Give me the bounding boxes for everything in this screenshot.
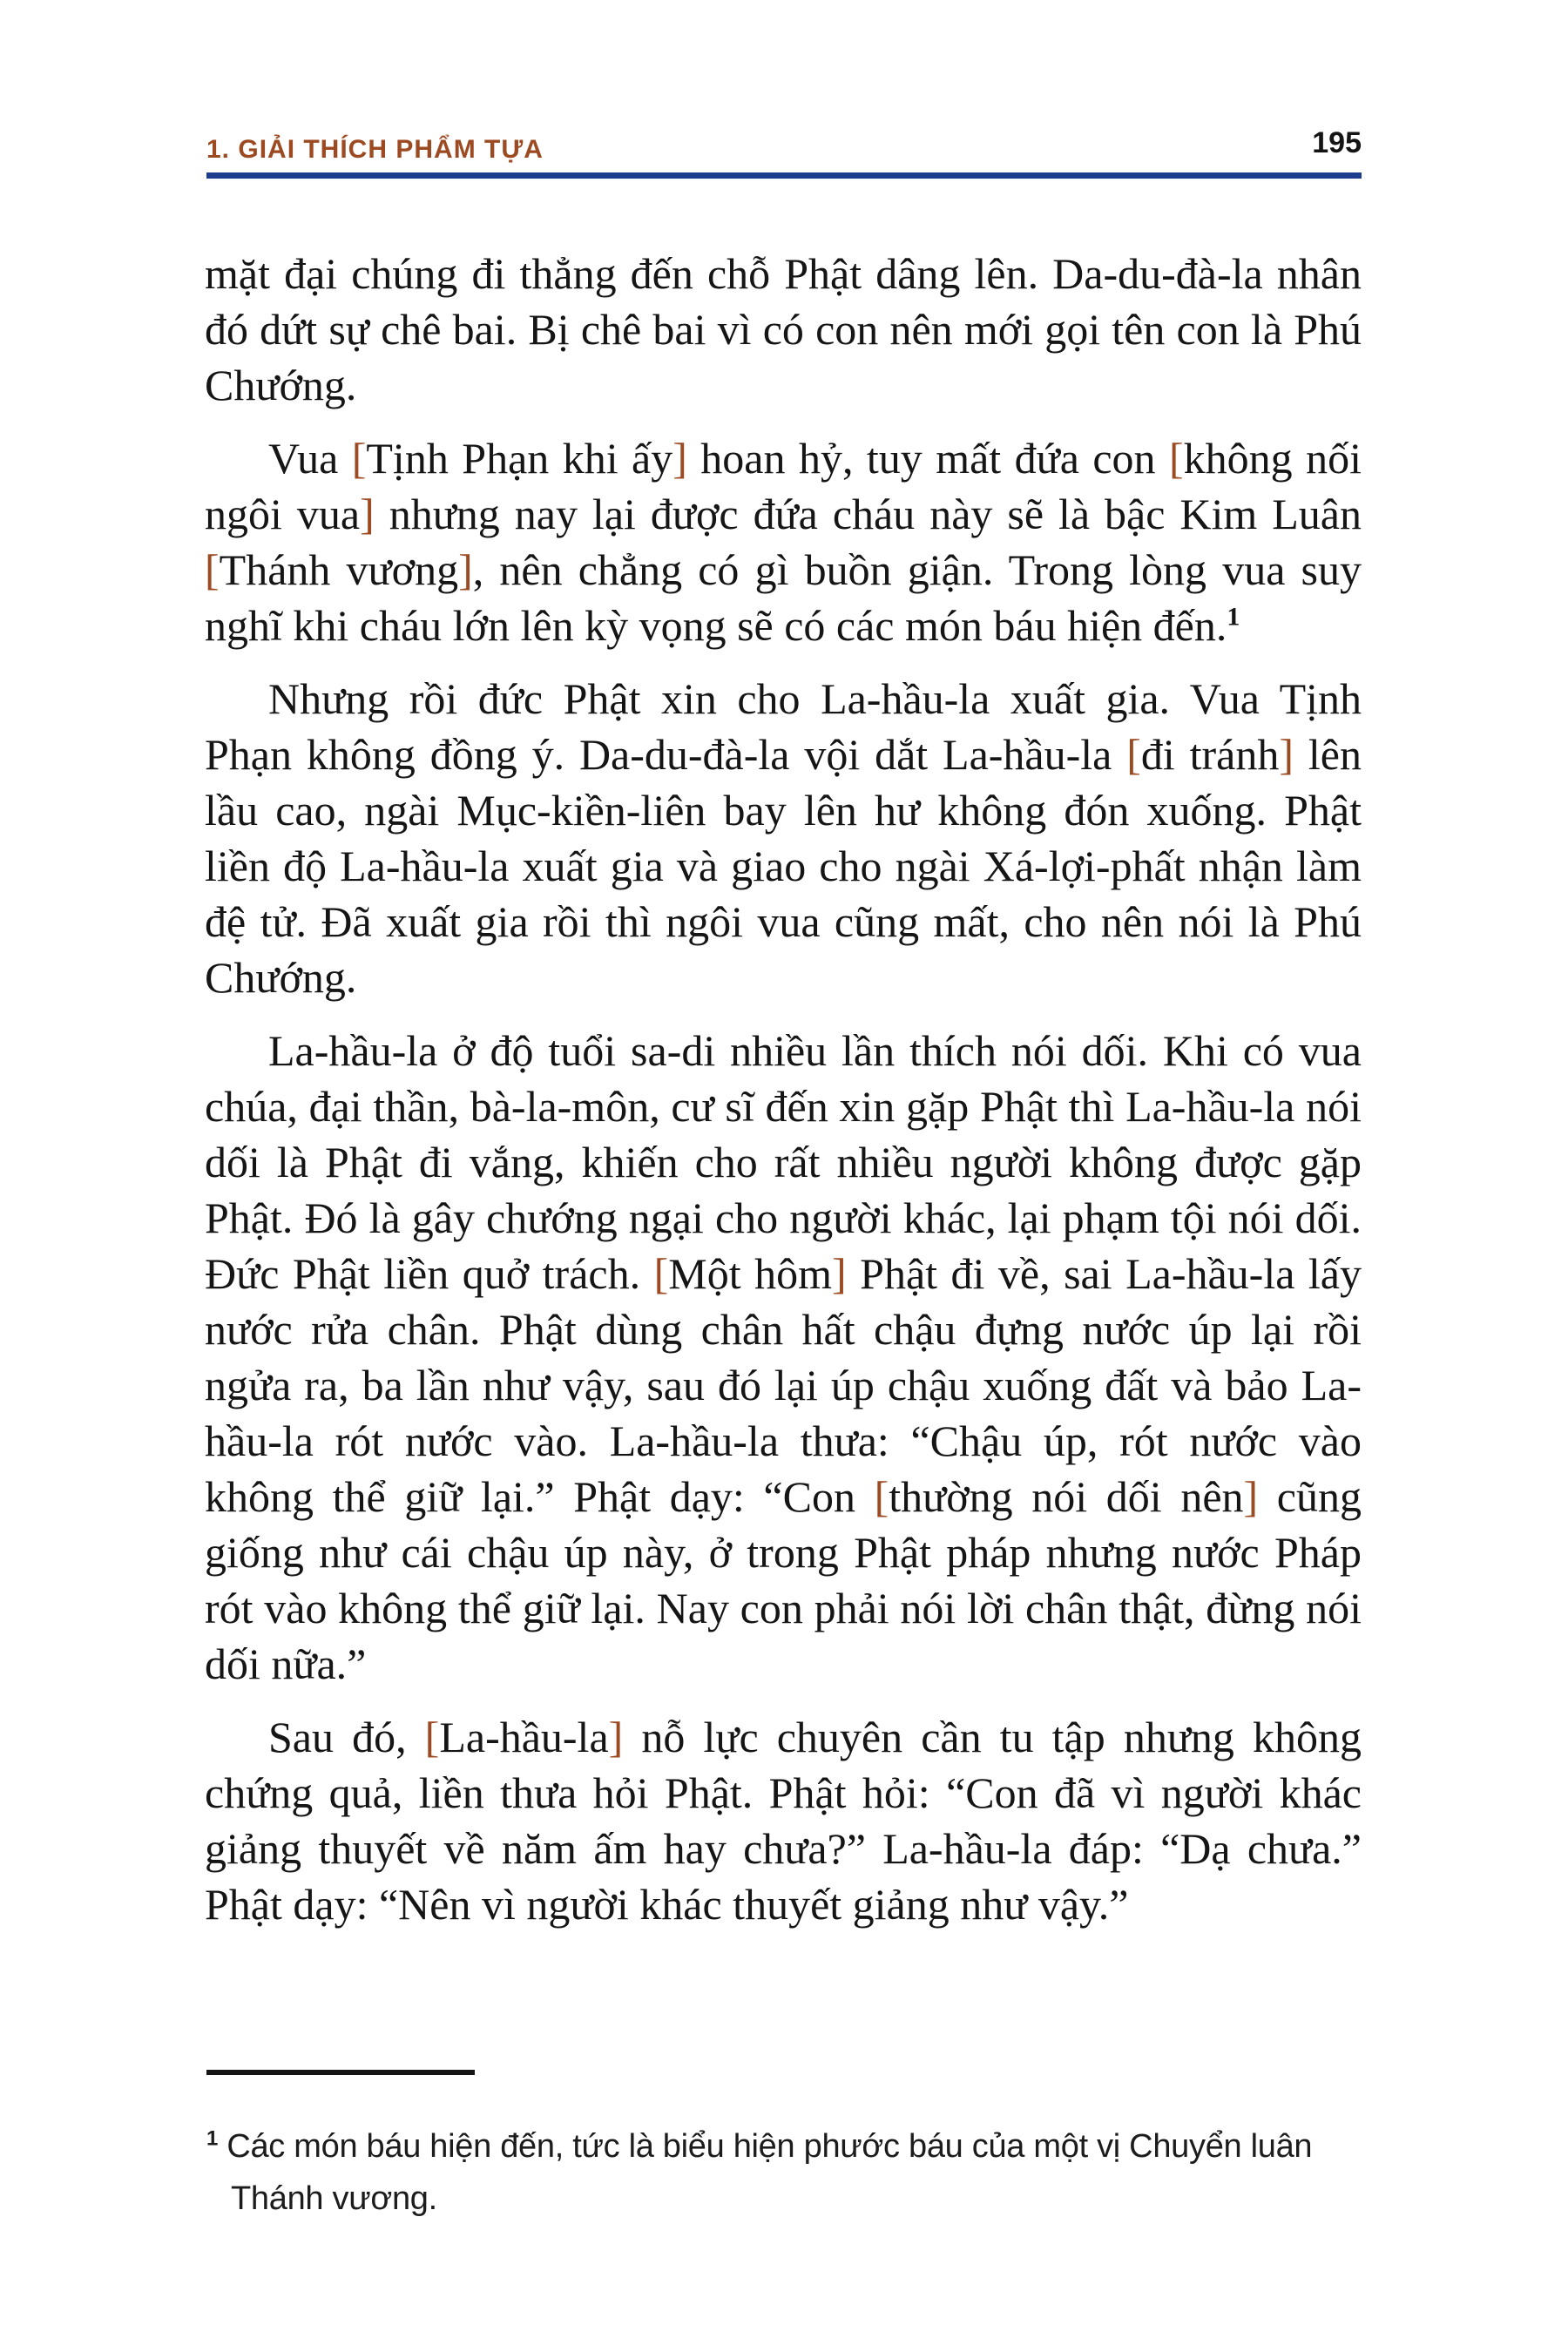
bracket-open-mark: [ xyxy=(351,434,367,483)
bracket-open-mark: [ xyxy=(653,1249,669,1298)
bracket-open-mark: [ xyxy=(205,545,220,594)
paragraph: mặt đại chúng đi thẳng đến chỗ Phật dâng lên. Da-du-đà-la nhân đó dứt sự chê bai. Bị chê bai vì có con nên mới gọi tên con là Phú Chướng. xyxy=(205,249,1362,409)
running-header-title: 1. GIẢI THÍCH PHẨM TỰA xyxy=(206,135,544,164)
bracket-open-mark: [ xyxy=(424,1713,440,1761)
footnote-text: Các món báu hiện đến, tức là biểu hiện phước báu của một vị Chuyển luân Thánh vương. xyxy=(226,2128,1313,2217)
bracket-close-mark: ] xyxy=(608,1713,624,1761)
bracket-open-mark: [ xyxy=(1168,434,1184,483)
paragraph: Nhưng rồi đức Phật xin cho La-hầu-la xuất gia. Vua Tịnh Phạn không đồng ý. Da-du-đà-la vội dắt La-hầu-la [đi tránh] lên lầu cao, ngài Mục-kiền-liên bay lên hư không đón xuống. Phật liền độ La-hầu-la xuất gia và giao cho ngài Xá-lợi-phất nhận làm đệ tử. Đã xuất gia rồi thì ngôi vua cũng mất, cho nên nói là Phú Chướng. xyxy=(205,674,1362,1002)
paragraph: La-hầu-la ở độ tuổi sa-di nhiều lần thích nói dối. Khi có vua chúa, đại thần, bà-la-môn, cư sĩ đến xin gặp Phật thì La-hầu-la nói dối là Phật đi vắng, khiến cho rất nhiều người không được gặp Phật. Đó là gây chướng ngại cho người khác, lại phạm tội nói dối. Đức Phật liền quở trách. [Một hôm] Phật đi về, sai La-hầu-la lấy nước rửa chân. Phật dùng chân hất chậu đựng nước úp lại rồi ngửa ra, ba lần như vậy, sau đó lại úp chậu xuống đất và bảo La-hầu-la rót nước vào. La-hầu-la thưa: “Chậu úp, rót nước vào không thể giữ lại.” Phật dạy: “Con [thường nói dối nên] cũng giống như cái chậu úp này, ở trong Phật pháp nhưng nước Pháp rót vào không thể giữ lại. Nay con phải nói lời chân thật, đừng nói dối nữa.” xyxy=(205,1026,1362,1688)
footnote-marker: 1 xyxy=(206,2126,219,2151)
paragraph: Sau đó, [La-hầu-la] nỗ lực chuyên cần tu tập nhưng không chứng quả, liền thưa hỏi Phật. Phật hỏi: “Con đã vì người khác giảng thuyết về năm ấm hay chưa?” La-hầu-la đáp: “Dạ chưa.” Phật dạy: “Nên vì người khác thuyết giảng như vậy.” xyxy=(205,1713,1362,1929)
footnote-reference: 1 xyxy=(1227,602,1240,632)
footnote xyxy=(206,2120,1386,2225)
paragraph: Vua [Tịnh Phạn khi ấy] hoan hỷ, tuy mất đứa con [không nối ngôi vua] nhưng nay lại được đứa cháu này sẽ là bậc Kim Luân [Thánh vương], nên chẳng có gì buồn giận. Trong lòng vua suy nghĩ khi cháu lớn lên kỳ vọng sẽ có các món báu hiện đến.$^1$ xyxy=(205,434,1362,650)
footnote-separator-rule xyxy=(206,2070,475,2075)
header-rule xyxy=(206,172,1362,179)
bracket-close-mark: ] xyxy=(672,434,687,483)
bracket-close-mark: ] xyxy=(360,490,375,538)
page-header xyxy=(206,127,1362,165)
bracket-open-mark: [ xyxy=(1126,730,1141,779)
bracket-close-mark: ] xyxy=(831,1249,847,1298)
bracket-close-mark: ] xyxy=(458,545,473,594)
page-number: 195 xyxy=(1312,126,1362,159)
bracket-close-mark: ] xyxy=(1243,1472,1259,1521)
bracket-open-mark: [ xyxy=(874,1472,889,1521)
body-paragraphs xyxy=(205,246,1362,1950)
bracket-close-mark: ] xyxy=(1279,730,1294,779)
